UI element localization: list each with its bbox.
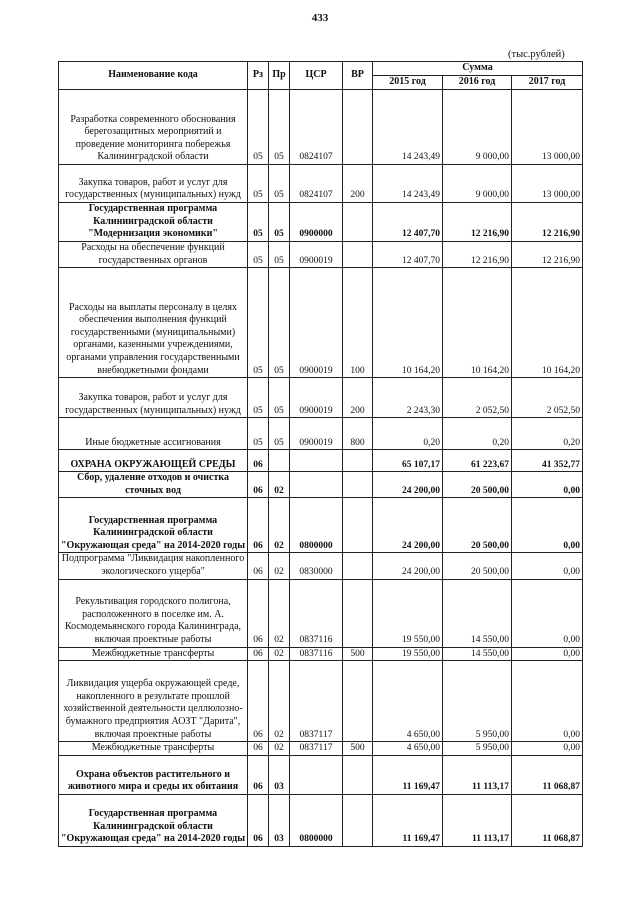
row-csr: 0837117 xyxy=(290,742,343,756)
row-2017: 0,00 xyxy=(512,579,583,647)
table-row xyxy=(59,553,583,579)
row-csr: 0837116 xyxy=(290,579,343,647)
row-2017: 0,00 xyxy=(512,472,583,498)
row-vr xyxy=(343,241,373,267)
row-2016: 5 950,00 xyxy=(443,742,512,756)
row-2016: 20 500,00 xyxy=(443,472,512,498)
table-row xyxy=(59,378,583,418)
row-rz: 06 xyxy=(248,742,269,756)
row-2016: 61 223,67 xyxy=(443,450,512,472)
row-2015: 14 243,49 xyxy=(373,89,443,164)
row-2016: 10 164,20 xyxy=(443,268,512,378)
row-vr xyxy=(343,755,373,794)
row-csr xyxy=(290,450,343,472)
row-pr: 05 xyxy=(269,89,290,164)
row-vr xyxy=(343,450,373,472)
row-rz: 06 xyxy=(248,450,269,472)
row-pr: 02 xyxy=(269,647,290,661)
row-pr: 02 xyxy=(269,579,290,647)
row-2017: 0,20 xyxy=(512,418,583,450)
row-rz: 05 xyxy=(248,418,269,450)
row-vr xyxy=(343,794,373,846)
row-pr: 02 xyxy=(269,472,290,498)
row-name: Подпрограмма "Ликвидация накопленного экологического ущерба" xyxy=(59,553,248,579)
row-rz: 05 xyxy=(248,89,269,164)
row-csr: 0824107 xyxy=(290,164,343,202)
row-csr: 0900019 xyxy=(290,378,343,418)
units-label: (тыс.рублей) xyxy=(508,49,565,60)
row-name: Охрана объектов растительного и животного мира и среды их обитания xyxy=(59,755,248,794)
row-2016: 5 950,00 xyxy=(443,661,512,742)
row-pr: 03 xyxy=(269,794,290,846)
row-2017: 12 216,90 xyxy=(512,241,583,267)
row-2015: 19 550,00 xyxy=(373,579,443,647)
row-2016: 20 500,00 xyxy=(443,553,512,579)
row-vr xyxy=(343,579,373,647)
row-2015: 12 407,70 xyxy=(373,202,443,241)
row-rz: 06 xyxy=(248,794,269,846)
row-name: Государственная программа Калининградской области "Окружающая среда" на 2014-2020 годы xyxy=(59,498,248,553)
row-vr xyxy=(343,553,373,579)
row-name: Сбор, удаление отходов и очистка сточных вод xyxy=(59,472,248,498)
row-2017: 0,00 xyxy=(512,661,583,742)
row-2017: 12 216,90 xyxy=(512,202,583,241)
row-2017: 0,00 xyxy=(512,498,583,553)
row-2015: 65 107,17 xyxy=(373,450,443,472)
row-2016: 9 000,00 xyxy=(443,164,512,202)
row-pr: 02 xyxy=(269,498,290,553)
header-2015: 2015 год xyxy=(373,75,443,89)
row-2017: 41 352,77 xyxy=(512,450,583,472)
row-pr: 02 xyxy=(269,661,290,742)
row-name: Государственная программа Калининградской области "Модернизация экономики" xyxy=(59,202,248,241)
row-2016: 2 052,50 xyxy=(443,378,512,418)
row-2015: 12 407,70 xyxy=(373,241,443,267)
header-2017: 2017 год xyxy=(512,75,583,89)
row-csr xyxy=(290,472,343,498)
row-2017: 2 052,50 xyxy=(512,378,583,418)
row-2017: 0,00 xyxy=(512,647,583,661)
row-rz: 05 xyxy=(248,241,269,267)
row-csr: 0900019 xyxy=(290,268,343,378)
row-csr: 0837116 xyxy=(290,647,343,661)
table-row xyxy=(59,498,583,553)
row-2016: 11 113,17 xyxy=(443,794,512,846)
row-name: Межбюджетные трансферты xyxy=(59,647,248,661)
row-rz: 06 xyxy=(248,472,269,498)
table-row xyxy=(59,241,583,267)
row-2016: 11 113,17 xyxy=(443,755,512,794)
header-vr: ВР xyxy=(343,62,373,90)
row-name: Закупка товаров, работ и услуг для государственных (муниципальных) нужд xyxy=(59,378,248,418)
table-row xyxy=(59,661,583,742)
row-pr: 05 xyxy=(269,202,290,241)
row-vr: 100 xyxy=(343,268,373,378)
row-pr: 02 xyxy=(269,742,290,756)
table-row xyxy=(59,647,583,661)
row-rz: 06 xyxy=(248,498,269,553)
row-csr: 0800000 xyxy=(290,794,343,846)
row-2015: 0,20 xyxy=(373,418,443,450)
header-name: Наименование кода xyxy=(59,62,248,90)
table-body xyxy=(59,89,583,846)
row-2015: 4 650,00 xyxy=(373,661,443,742)
row-2017: 0,00 xyxy=(512,742,583,756)
row-name: Межбюджетные трансферты xyxy=(59,742,248,756)
row-2017: 11 068,87 xyxy=(512,794,583,846)
row-2015: 19 550,00 xyxy=(373,647,443,661)
row-vr: 500 xyxy=(343,742,373,756)
row-2016: 9 000,00 xyxy=(443,89,512,164)
row-csr: 0900019 xyxy=(290,241,343,267)
row-csr: 0830000 xyxy=(290,553,343,579)
row-name: Разработка современного обоснования берегозащитных мероприятий и проведение мониторинга побережья Калининградской области xyxy=(59,89,248,164)
table-row xyxy=(59,579,583,647)
row-csr xyxy=(290,755,343,794)
row-vr xyxy=(343,472,373,498)
row-2015: 24 200,00 xyxy=(373,553,443,579)
table-row xyxy=(59,89,583,164)
row-2017: 11 068,87 xyxy=(512,755,583,794)
page-number: 433 xyxy=(311,12,329,24)
table-row xyxy=(59,794,583,846)
row-2015: 10 164,20 xyxy=(373,268,443,378)
header-pr: Пр xyxy=(269,62,290,90)
row-2015: 11 169,47 xyxy=(373,794,443,846)
row-rz: 05 xyxy=(248,202,269,241)
table-row xyxy=(59,418,583,450)
row-pr: 05 xyxy=(269,241,290,267)
row-csr: 0824107 xyxy=(290,89,343,164)
row-vr: 200 xyxy=(343,378,373,418)
row-2015: 4 650,00 xyxy=(373,742,443,756)
table-row xyxy=(59,472,583,498)
table-row xyxy=(59,268,583,378)
row-rz: 05 xyxy=(248,268,269,378)
row-pr: 05 xyxy=(269,418,290,450)
row-vr xyxy=(343,498,373,553)
table-row xyxy=(59,755,583,794)
row-rz: 05 xyxy=(248,164,269,202)
row-vr xyxy=(343,89,373,164)
header-sum: Сумма xyxy=(373,62,583,76)
row-2016: 0,20 xyxy=(443,418,512,450)
row-pr: 03 xyxy=(269,755,290,794)
table-row xyxy=(59,202,583,241)
row-name: Ликвидация ущерба окружающей среде, накопленного в результате прошлой хозяйственной деятельности целлюлозно-бумажного предприятия АОЗТ "Дарита", включая проектные работы xyxy=(59,661,248,742)
row-2015: 2 243,30 xyxy=(373,378,443,418)
row-name: ОХРАНА ОКРУЖАЮЩЕЙ СРЕДЫ xyxy=(59,450,248,472)
row-rz: 06 xyxy=(248,579,269,647)
row-pr: 05 xyxy=(269,378,290,418)
row-vr xyxy=(343,661,373,742)
row-2016: 14 550,00 xyxy=(443,579,512,647)
row-csr: 0837117 xyxy=(290,661,343,742)
row-csr: 0900019 xyxy=(290,418,343,450)
row-csr: 0800000 xyxy=(290,498,343,553)
row-2017: 13 000,00 xyxy=(512,164,583,202)
row-rz: 05 xyxy=(248,378,269,418)
row-2015: 11 169,47 xyxy=(373,755,443,794)
row-name: Закупка товаров, работ и услуг для государственных (муниципальных) нужд xyxy=(59,164,248,202)
row-name: Рекультивация городского полигона, расположенного в поселке им. А. Космодемьянского города Калининграда, включая проектные работы xyxy=(59,579,248,647)
row-name: Государственная программа Калининградской области "Окружающая среда" на 2014-2020 годы xyxy=(59,794,248,846)
row-2015: 14 243,49 xyxy=(373,164,443,202)
row-vr: 800 xyxy=(343,418,373,450)
row-rz: 06 xyxy=(248,647,269,661)
row-rz: 06 xyxy=(248,661,269,742)
header-csr: ЦСР xyxy=(290,62,343,90)
row-rz: 06 xyxy=(248,755,269,794)
table-row xyxy=(59,164,583,202)
row-vr xyxy=(343,202,373,241)
row-csr: 0900000 xyxy=(290,202,343,241)
row-2016: 12 216,90 xyxy=(443,202,512,241)
row-2017: 10 164,20 xyxy=(512,268,583,378)
row-2015: 24 200,00 xyxy=(373,472,443,498)
row-2015: 24 200,00 xyxy=(373,498,443,553)
row-vr: 500 xyxy=(343,647,373,661)
header-rz: Рз xyxy=(248,62,269,90)
table-row xyxy=(59,450,583,472)
budget-table xyxy=(58,61,583,847)
table-row xyxy=(59,742,583,756)
row-pr xyxy=(269,450,290,472)
row-name: Расходы на обеспечение функций государственных органов xyxy=(59,241,248,267)
row-2016: 20 500,00 xyxy=(443,498,512,553)
row-2017: 13 000,00 xyxy=(512,89,583,164)
row-2017: 0,00 xyxy=(512,553,583,579)
row-2016: 12 216,90 xyxy=(443,241,512,267)
row-vr: 200 xyxy=(343,164,373,202)
header-2016: 2016 год xyxy=(443,75,512,89)
row-name: Расходы на выплаты персоналу в целях обеспечения выполнения функций государственными (муниципальными) органами, казенными учреждениями, органами управления государственными внебюджетными фондами xyxy=(59,268,248,378)
row-pr: 05 xyxy=(269,164,290,202)
row-name: Иные бюджетные ассигнования xyxy=(59,418,248,450)
row-rz: 06 xyxy=(248,553,269,579)
row-pr: 05 xyxy=(269,268,290,378)
row-2016: 14 550,00 xyxy=(443,647,512,661)
row-pr: 02 xyxy=(269,553,290,579)
